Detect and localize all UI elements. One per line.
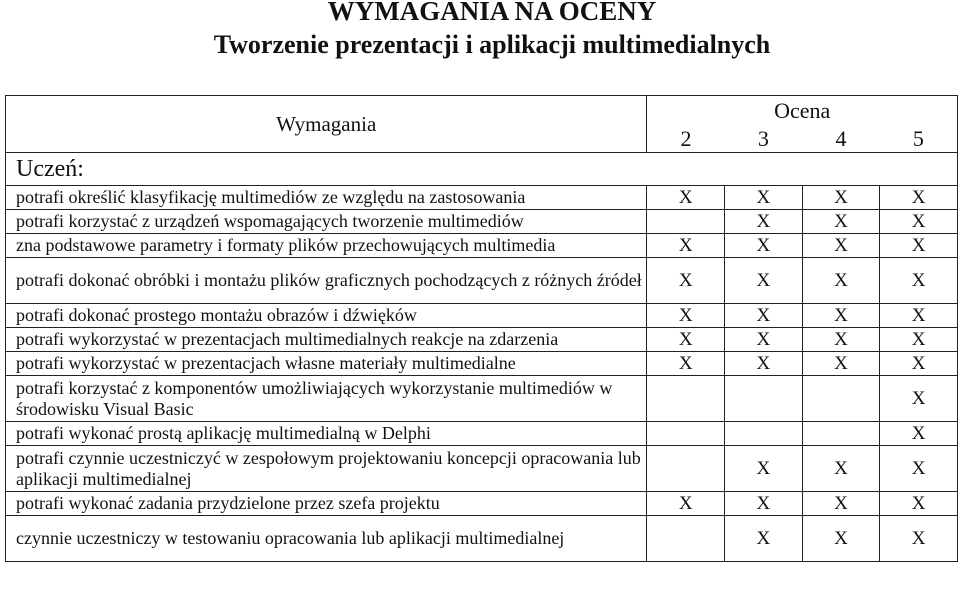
table-row [6, 492, 958, 516]
table-row [6, 304, 958, 328]
requirement-text: potrafi korzystać z urządzeń wspomagających tworzenie multimediów [6, 210, 647, 234]
table-row [6, 516, 958, 562]
grade-3-mark: X [725, 328, 803, 352]
grade-5-header: 5 [880, 124, 958, 153]
requirement-text: potrafi korzystać z komponentów umożliwiających wykorzystanie multimediów w środowisku Visual Basic [6, 376, 647, 422]
grade-3-mark: X [725, 516, 803, 562]
grade-4-mark [802, 422, 880, 446]
grade-5-mark: X [880, 328, 958, 352]
grade-4-mark: X [802, 352, 880, 376]
requirement-text: potrafi dokonać obróbki i montażu plików graficznych pochodzących z różnych źródeł [6, 258, 647, 304]
requirement-text: potrafi wykorzystać w prezentacjach własne materiały multimedialne [6, 352, 647, 376]
table-row [6, 258, 958, 304]
grade-4-mark: X [802, 234, 880, 258]
requirement-text: czynnie uczestniczy w testowaniu opracowania lub aplikacji multimedialnej [6, 516, 647, 562]
table-row [6, 422, 958, 446]
grade-5-mark: X [880, 422, 958, 446]
requirement-text: potrafi wykonać prostą aplikację multimedialną w Delphi [6, 422, 647, 446]
grade-2-mark: X [647, 328, 725, 352]
section-label: Uczeń: [6, 153, 958, 186]
table-row [6, 210, 958, 234]
grade-4-header: 4 [802, 124, 880, 153]
grade-header: Ocena [647, 96, 958, 125]
grade-5-mark: X [880, 352, 958, 376]
requirement-text: potrafi wykonać zadania przydzielone przez szefa projektu [6, 492, 647, 516]
grade-2-mark [647, 376, 725, 422]
document-subtitle: Tworzenie prezentacji i aplikacji multimedialnych [213, 30, 771, 59]
table-row [6, 352, 958, 376]
grade-2-mark [647, 422, 725, 446]
grade-3-mark: X [725, 186, 803, 210]
grade-2-mark [647, 516, 725, 562]
grade-2-mark: X [647, 258, 725, 304]
table-row [6, 186, 958, 210]
grade-2-mark [647, 210, 725, 234]
grade-4-mark: X [802, 446, 880, 492]
grade-3-mark: X [725, 352, 803, 376]
grade-4-mark: X [802, 492, 880, 516]
grade-3-mark: X [725, 258, 803, 304]
grade-2-mark: X [647, 304, 725, 328]
requirements-header: Wymagania [6, 96, 647, 153]
requirement-text: zna podstawowe parametry i formaty plików przechowujących multimedia [6, 234, 647, 258]
grade-3-mark [725, 422, 803, 446]
grade-3-mark: X [725, 210, 803, 234]
grade-4-mark: X [802, 210, 880, 234]
requirement-text: potrafi dokonać prostego montażu obrazów i dźwięków [6, 304, 647, 328]
grade-2-mark: X [647, 234, 725, 258]
grade-3-mark [725, 376, 803, 422]
grade-5-mark: X [880, 210, 958, 234]
grade-5-mark: X [880, 234, 958, 258]
grade-3-mark: X [725, 492, 803, 516]
grade-4-mark: X [802, 328, 880, 352]
grade-3-mark: X [725, 234, 803, 258]
grade-3-mark: X [725, 304, 803, 328]
grade-4-mark: X [802, 186, 880, 210]
grade-4-mark: X [802, 258, 880, 304]
requirement-text: potrafi określić klasyfikację multimediów ze względu na zastosowania [6, 186, 647, 210]
grade-2-mark: X [647, 492, 725, 516]
grade-4-mark: X [802, 516, 880, 562]
grade-5-mark: X [880, 186, 958, 210]
table-row [6, 376, 958, 422]
grade-5-mark: X [880, 304, 958, 328]
grade-2-mark [647, 446, 725, 492]
requirements-table [5, 95, 958, 562]
document-title: WYMAGANIA NA OCENY [327, 0, 657, 26]
grade-2-mark: X [647, 352, 725, 376]
grade-4-mark [802, 376, 880, 422]
grade-5-mark: X [880, 516, 958, 562]
grade-2-header: 2 [647, 124, 725, 153]
requirement-text: potrafi czynnie uczestniczyć w zespołowym projektowaniu koncepcji opracowania lub aplikacji multimedialnej [6, 446, 647, 492]
grade-2-mark: X [647, 186, 725, 210]
grade-4-mark: X [802, 304, 880, 328]
grade-5-mark: X [880, 492, 958, 516]
table-row [6, 328, 958, 352]
requirement-text: potrafi wykorzystać w prezentacjach multimedialnych reakcje na zdarzenia [6, 328, 647, 352]
table-row [6, 234, 958, 258]
grade-3-header: 3 [725, 124, 803, 153]
table-row [6, 446, 958, 492]
grade-5-mark: X [880, 376, 958, 422]
grade-5-mark: X [880, 258, 958, 304]
grade-3-mark: X [725, 446, 803, 492]
grade-5-mark: X [880, 446, 958, 492]
